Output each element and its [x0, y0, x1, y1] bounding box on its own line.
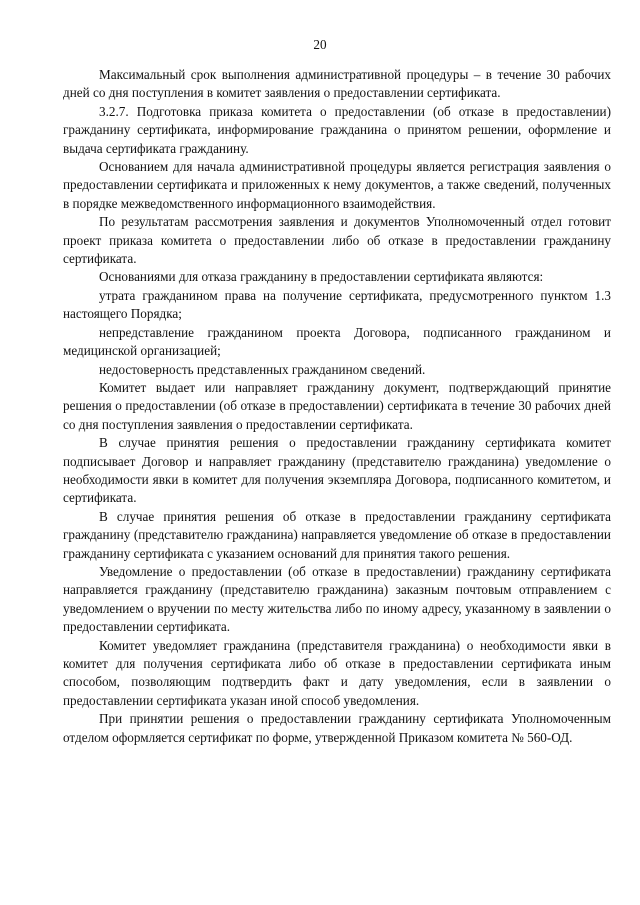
paragraph-7: непредставление гражданином проекта Договора, подписанного гражданином и медицинской организацией;	[63, 324, 611, 359]
paragraph-5: Основаниями для отказа гражданину в предоставлении сертификата являются:	[99, 269, 544, 285]
paragraph-1: Максимальный срок выполнения административной процедуры – в течение 30 рабочих дней со дня поступления в комитет заявления о предоставлении сертификата.	[63, 67, 611, 101]
paragraph-12: Уведомление о предоставлении (об отказе в предоставлении) гражданину сертификата направляется гражданину (представителю гражданина) заказным почтовым отправлением с уведомлением о вручении по месту жительства либо по иному адресу, указанному в заявлении о предоставлении сертификата.	[63, 563, 611, 635]
document-body	[63, 66, 611, 747]
paragraph-13: Комитет уведомляет гражданина (представителя гражданина) о необходимости явки в комитет для получения сертификата либо об отказе в предоставлении сертификата иным способом, позволяющим подтвердить факт и дату уведомления, если в заявлении о предоставлении сертификата указан иной способ уведомления.	[63, 637, 611, 708]
paragraph-11: В случае принятия решения об отказе в предоставлении гражданину сертификата гражданину (представителю гражданина) направляется уведомление об отказе в предоставлении гражданину сертификата с указанием оснований для принятия такого решения.	[63, 508, 611, 561]
paragraph-3: Основанием для начала административной процедуры является регистрация заявления о предоставлении сертификата и приложенных к нему документов, а также сведений, полученных в порядке межведомственного информационного взаимодействия.	[63, 159, 611, 211]
paragraph-14: При принятии решения о предоставлении гражданину сертификата Уполномоченным отделом оформляется сертификат по форме, утвержденной Приказом комитета № 560-ОД.	[63, 711, 611, 745]
page-number: 20	[313, 37, 327, 52]
paragraph-2: 3.2.7. Подготовка приказа комитета о предоставлении (об отказе в предоставлении) гражданину сертификата, информирование гражданина о принятом решении, оформление и выдача сертификата гражданину.	[63, 103, 611, 156]
paragraph-10: В случае принятия решения о предоставлении гражданину сертификата комитет подписывает Договор и направляет гражданину (представителю гражданина) уведомление о необходимости явки в комитет для получения экземпляра Договора, подписанного комитетом, и сертификата.	[63, 435, 611, 506]
paragraph-4: По результатам рассмотрения заявления и документов Уполномоченный отдел готовит проект приказа комитета о предоставлении либо об отказе в предоставлении гражданину сертификата.	[63, 214, 611, 267]
paragraph-6: утрата гражданином права на получение сертификата, предусмотренного пунктом 1.3 настоящего Порядка;	[63, 287, 611, 322]
paragraph-8: недостоверность представленных гражданином сведений.	[99, 361, 426, 377]
paragraph-9: Комитет выдает или направляет гражданину документ, подтверждающий принятие решения о предоставлении (об отказе в предоставлении) сертификата в течение 30 рабочих дней со дня поступления заявления о предоставлении сертификата.	[63, 379, 611, 432]
